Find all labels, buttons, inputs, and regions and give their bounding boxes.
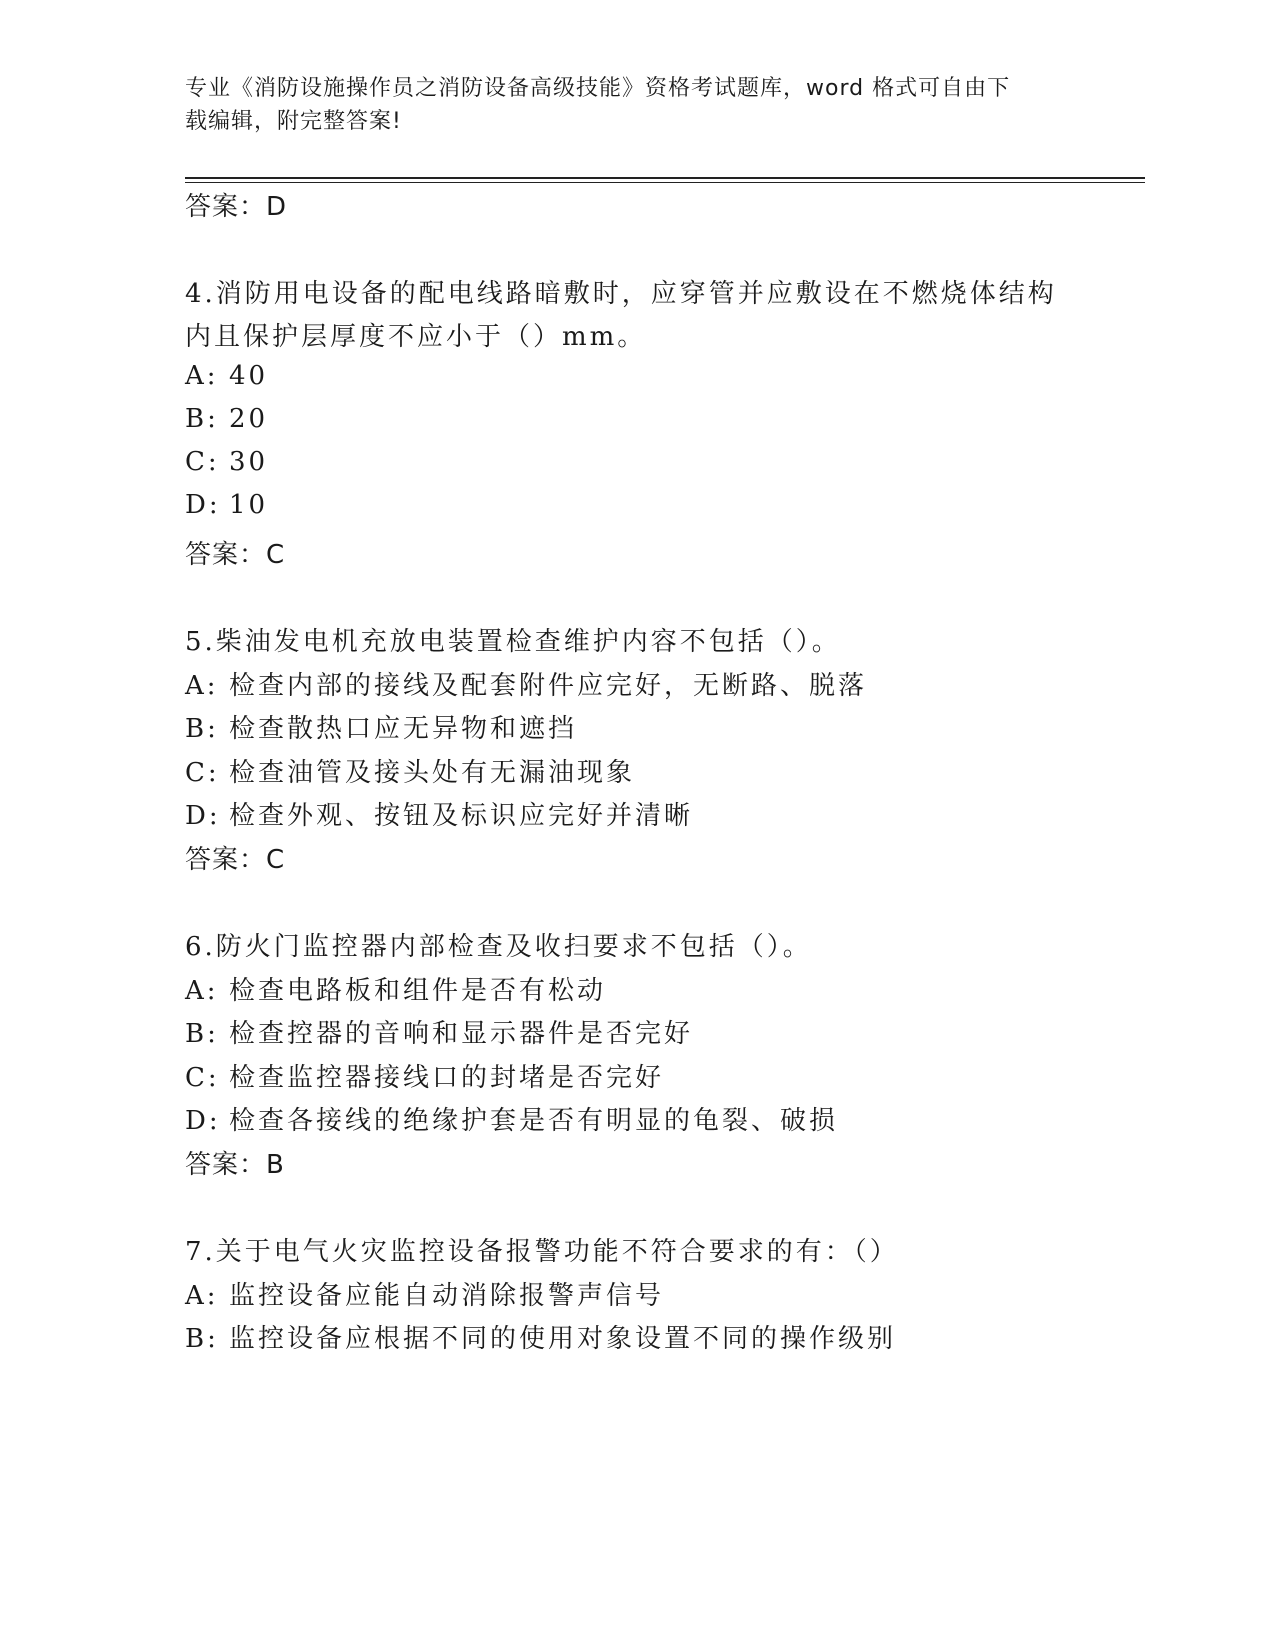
question-6-option-b (185, 1013, 693, 1050)
option-label: A: (185, 361, 219, 391)
option-text: 检查油管及接头处有无漏油现象 (229, 758, 636, 788)
question-6-option-d (185, 1100, 838, 1137)
option-label: D: (185, 801, 221, 831)
option-text: 20 (229, 404, 269, 434)
option-text: 检查各接线的绝缘护套是否有明显的龟裂、破损 (229, 1106, 839, 1136)
option-label: C: (185, 758, 220, 788)
question-4-answer: 答案：C (185, 540, 286, 570)
question-7-stem-line-1: 7.关于电气火灾监控设备报警功能不符合要求的有：（） (185, 1237, 899, 1267)
option-text: 监控设备应能自动消除报警声信号 (229, 1281, 665, 1311)
question-4-option-b (185, 404, 268, 434)
header-divider-thin (185, 182, 1145, 183)
question-5-option-d (185, 795, 693, 832)
question-4-option-a (185, 361, 268, 391)
question-4-stem-line-1: 4.消防用电设备的配电线路暗敷时，应穿管并应敷设在不燃烧体结构 (185, 279, 1057, 309)
question-6-answer: 答案：B (185, 1150, 285, 1180)
answer-prev: 答案：D (185, 192, 288, 222)
option-label: B: (185, 1019, 219, 1049)
option-label: C: (185, 447, 220, 477)
question-6-option-a (185, 970, 606, 1007)
question-5-option-b (185, 708, 577, 745)
question-4-option-d (185, 490, 268, 520)
option-label: A: (185, 1281, 219, 1311)
option-text: 检查外观、按钮及标识应完好并清晰 (229, 801, 694, 831)
option-label: D: (185, 490, 221, 520)
question-6-stem-line-1: 6.防火门监控器内部检查及收扫要求不包括（）。 (185, 932, 812, 962)
option-label: B: (185, 714, 219, 744)
option-text: 检查电路板和组件是否有松动 (229, 976, 607, 1006)
option-text: 检查内部的接线及配套附件应完好，无断路、脱落 (229, 671, 868, 701)
question-5-option-c (185, 752, 635, 789)
option-label: A: (185, 671, 219, 701)
option-text: 40 (229, 361, 269, 391)
header-divider (185, 177, 1145, 179)
question-4-option-c (185, 447, 268, 477)
option-text: 检查监控器接线口的封堵是否完好 (229, 1063, 665, 1093)
option-text: 10 (229, 490, 269, 520)
option-label: C: (185, 1063, 220, 1093)
question-7-option-a (185, 1275, 664, 1312)
document-header (185, 72, 1065, 138)
option-label: A: (185, 976, 219, 1006)
header-line-1: 专业《消防设施操作员之消防设备高级技能》资格考试题库，word 格式可自由下 (185, 76, 1011, 101)
header-line-2: 载编辑，附完整答案! (185, 109, 402, 134)
question-4-stem-line-2: 内且保护层厚度不应小于（）mm。 (185, 322, 647, 352)
option-label: B: (185, 404, 219, 434)
question-6-option-c (185, 1057, 664, 1094)
option-text: 30 (229, 447, 269, 477)
option-label: B: (185, 1324, 219, 1354)
question-5-option-a (185, 665, 867, 702)
question-5-answer: 答案：C (185, 845, 286, 875)
option-label: D: (185, 1106, 221, 1136)
option-text: 监控设备应根据不同的使用对象设置不同的操作级别 (229, 1324, 897, 1354)
question-5-stem-line-1: 5.柴油发电机充放电装置检查维护内容不包括（）。 (185, 627, 841, 657)
option-text: 检查散热口应无异物和遮挡 (229, 714, 578, 744)
question-7-option-b (185, 1318, 896, 1355)
option-text: 检查控器的音响和显示器件是否完好 (229, 1019, 694, 1049)
